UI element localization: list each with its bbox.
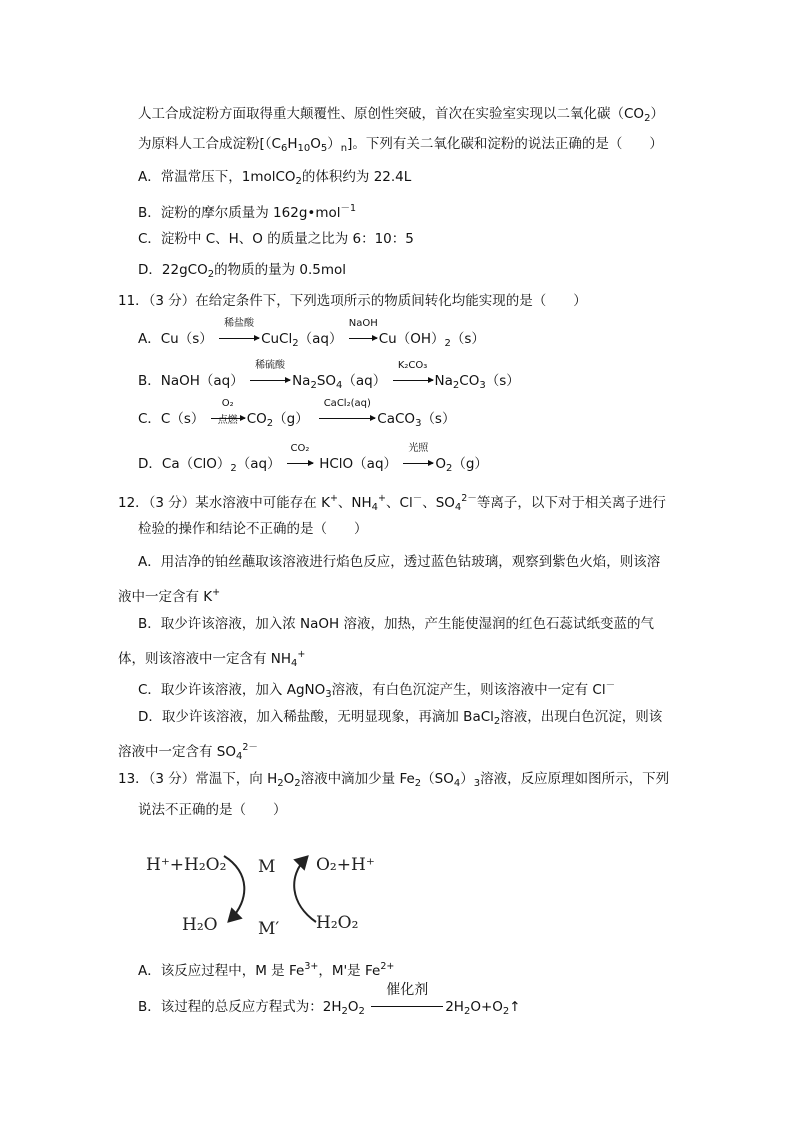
q12-option-b-line2: 体，则该溶液中一定含有 $NH_4^+$ (118, 649, 306, 669)
q12-option-d-line2: 溶液中一定含有 $SO_4^{2-}$ (118, 742, 258, 762)
q10-option-c: C．淀粉中 C、H、O 的质量之比为 6：10：5 (138, 231, 414, 247)
q12-option-b-line1: B．取少许该溶液，加入浓 NaOH 溶液，加热，产生能使湿润的红色石蕊试纸变蓝的气 (138, 616, 654, 632)
q13-option-b: B．该过程的总反应方程式为：$2H_2O_2$ 催化剂 $2H_2O+O_2↑$ (138, 982, 521, 1017)
q11-option-d: D．$Ca(ClO)_2(aq)$ CO₂ HClO（aq） 光照 $O_2(g)$ (138, 443, 488, 474)
diagram-product-right: O₂+H⁺ (316, 855, 375, 875)
reaction-arrow: O₂ 点燃 (211, 410, 245, 428)
diagram-reactant-right: H₂O₂ (316, 913, 359, 933)
diagram-product-left: H₂O (182, 915, 218, 935)
reaction-arrow: 稀硫酸 (250, 372, 290, 390)
q12-stem-line1: 12．（3 分）某水溶液中可能存在 K+、$NH_4^+$、Cl－、$SO_4^{2-}$等离子，以下对于相关离子进行 (118, 493, 666, 513)
diagram-reactant-left: H⁺+H₂O₂ (146, 855, 227, 875)
q12-option-a-line1: A．用洁净的铂丝蘸取该溶液进行焰色反应，透过蓝色钴玻璃，观察到紫色火焰，则该溶 (138, 554, 661, 570)
q10-stem-line1: 人工合成淀粉方面取得重大颠覆性、原创性突破，首次在实验室实现以二氧化碳$(CO_2)$ (138, 106, 664, 124)
reaction-arrow: K₂CO₃ (393, 372, 433, 390)
diagram-m-prime-label: M′ (258, 919, 280, 939)
q12-option-a-line2: 液中一定含有 K+ (118, 587, 221, 605)
q11-option-b: B．NaOH（aq） 稀硫酸 $Na_2SO_4(aq)$ K₂CO₃ $Na_2CO_3(s)$ (138, 360, 520, 391)
reaction-arrow: CO₂ (287, 455, 313, 473)
q10-option-a: A．常温常压下，1molCO$_2$的体积约为 22.4L (138, 169, 412, 187)
reaction-arrow: NaOH (349, 330, 377, 348)
q12-stem-line2: 检验的操作和结论不正确的是（ ） (138, 521, 368, 537)
reaction-cycle-diagram (140, 842, 380, 942)
q11-stem: 11．（3 分）在给定条件下，下列选项所示的物质间转化均能实现的是（ ） (118, 293, 587, 309)
q12-option-d-line1: D．取少许该溶液，加入稀盐酸，无明显现象，再滴加 BaCl$_2$溶液，出现白色沉淀，则该 (138, 709, 663, 727)
diagram-m-label: M (258, 857, 276, 877)
reaction-arrow: CaCl₂(aq) (319, 410, 375, 428)
q13-stem-line1: 13．（3 分）常温下，向 $H_2O_2$溶液中滴加少量 $Fe_2(SO_4)_3$溶液，反应原理如图所示，下列 (118, 771, 670, 789)
q13-stem-line2: 说法不正确的是（ ） (138, 802, 287, 818)
reaction-arrow: 稀盐酸 (219, 330, 259, 348)
q10-option-b: B．淀粉的摩尔质量为 162g•mol$^{-1}$ (138, 203, 357, 221)
q11-option-a: A．Cu（s） 稀盐酸 CuCl$_2$（aq） NaOH $Cu(OH)_2(s)$ (138, 318, 485, 349)
diagram-right-arrow (294, 858, 316, 922)
q10-stem-line2: 为原料人工合成淀粉$[(C_6H_{10}O_5)_n]$。下列有关二氧化碳和淀粉的说法正确的是（ ） (138, 136, 663, 154)
diagram-left-arrow (224, 856, 244, 920)
q13-option-a: A．该反应过程中，M 是 $Fe^{3+}$，M'是 $Fe^{2+}$ (138, 961, 395, 979)
q11-option-c: C．C（s） O₂ 点燃 $CO_2(g)$ CaCl₂(aq) CaCO$_3$（s） (138, 398, 456, 429)
catalyst-equation-line: 催化剂 (371, 998, 443, 1016)
q12-option-c: C．取少许该溶液，加入 AgNO$_3$溶液，有白色沉淀产生，则该溶液中一定有 Cl－ (138, 680, 616, 700)
reaction-arrow: 光照 (403, 455, 433, 473)
q10-option-d: D．22gCO$_2$的物质的量为 0.5mol (138, 262, 346, 280)
